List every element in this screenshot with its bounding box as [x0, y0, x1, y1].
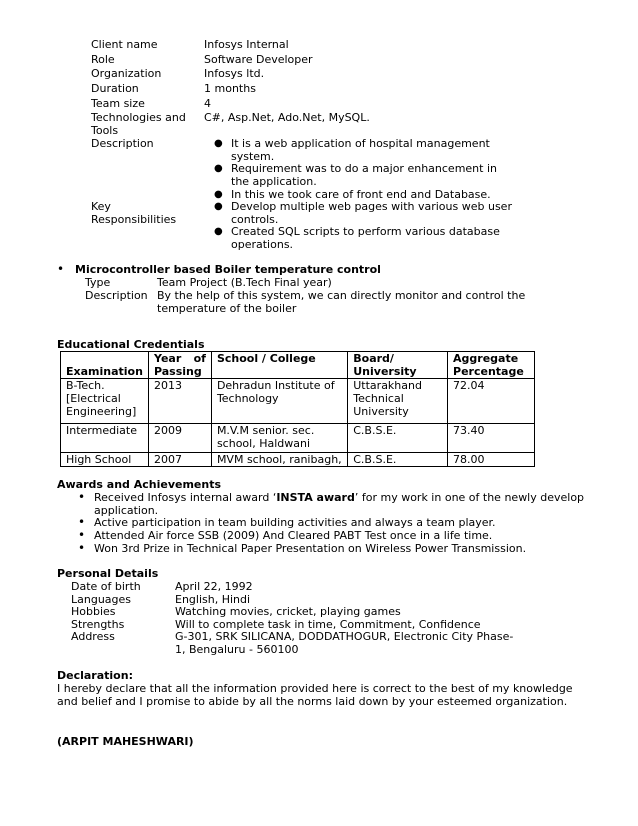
- declaration-line: and belief and I promise to abide by all the norms laid down by your esteemed organization.: [57, 695, 568, 708]
- responsibility-line: controls.: [231, 213, 279, 226]
- field-value: 4: [204, 97, 211, 110]
- key-label: Key: [91, 200, 111, 213]
- field-label: Client name: [91, 38, 158, 51]
- field-label: Description: [85, 289, 148, 302]
- bullet-icon: ●: [214, 138, 223, 149]
- field-value: Software Developer: [204, 53, 313, 66]
- column-header: School / College: [211, 352, 347, 379]
- table-row: [61, 379, 535, 424]
- field-value: English, Hindi: [175, 593, 251, 606]
- field-label: Role: [91, 53, 115, 66]
- education-heading: Educational Credentials: [57, 338, 205, 351]
- table-cell: Intermediate: [61, 424, 149, 453]
- field-label: Type: [85, 276, 111, 289]
- table-row: [61, 453, 535, 467]
- awards-heading: Awards and Achievements: [57, 478, 222, 491]
- field-label: Date of birth: [71, 580, 141, 593]
- field-value: Infosys Internal: [204, 38, 289, 51]
- table-cell: Uttarakhand Technical University: [348, 379, 448, 424]
- responsibility-line: Created SQL scripts to perform various database: [231, 225, 500, 238]
- field-value: C#, Asp.Net, Ado.Net, MySQL.: [204, 111, 370, 124]
- bullet-icon: ●: [214, 226, 223, 237]
- bullet-icon: ●: [214, 163, 223, 174]
- table-cell: B-Tech. [Electrical Engineering]: [61, 379, 149, 424]
- bullet-icon: ●: [214, 189, 223, 200]
- bullet-icon: •: [78, 528, 86, 542]
- description-line: It is a web application of hospital management: [231, 137, 490, 150]
- description-line: In this we took care of front end and Database.: [231, 188, 491, 201]
- field-value: 1, Bengaluru - 560100: [175, 643, 299, 656]
- table-cell: 2013: [148, 379, 211, 424]
- personal-heading: Personal Details: [57, 567, 159, 580]
- description-line: system.: [231, 150, 275, 163]
- column-header: Year of Passing: [148, 352, 211, 379]
- field-value: 1 months: [204, 82, 256, 95]
- table-row: [61, 424, 535, 453]
- table-cell: High School: [61, 453, 149, 467]
- education-table: [60, 351, 535, 467]
- table-cell: 72.04: [448, 379, 535, 424]
- award-item: Received Infosys internal award ‘INSTA award’ for my work in one of the newly develop: [94, 491, 585, 504]
- award-item: Attended Air force SSB (2009) And Cleared PABT Test once in a life time.: [94, 529, 493, 542]
- table-cell: MVM school, ranibagh,: [211, 453, 347, 467]
- table-header-row: [61, 352, 535, 379]
- field-label: Duration: [91, 82, 139, 95]
- field-label: Team size: [91, 97, 145, 110]
- award-item: application.: [94, 504, 159, 517]
- table-cell: C.B.S.E.: [348, 424, 448, 453]
- award-item: Active participation in team building activities and always a team player.: [94, 516, 496, 529]
- field-value: Team Project (B.Tech Final year): [157, 276, 332, 289]
- description-line: the application.: [231, 175, 317, 188]
- description-line: Requirement was to do a major enhancement in: [231, 162, 497, 175]
- column-header: Examination: [61, 352, 149, 379]
- description-label: Description: [91, 137, 154, 150]
- table-cell: 78.00: [448, 453, 535, 467]
- table-cell: Dehradun Institute of Technology: [211, 379, 347, 424]
- table-cell: C.B.S.E.: [348, 453, 448, 467]
- field-label: Hobbies: [71, 605, 116, 618]
- responsibility-line: operations.: [231, 238, 294, 251]
- field-label: Languages: [71, 593, 132, 606]
- field-value: G-301, SRK SILICANA, DODDATHOGUR, Electronic City Phase-: [175, 630, 514, 643]
- field-value: Watching movies, cricket, playing games: [175, 605, 401, 618]
- bullet-icon: •: [78, 541, 86, 555]
- table-cell: M.V.M senior. sec. school, Haldwani: [211, 424, 347, 453]
- table-cell: 73.40: [448, 424, 535, 453]
- bullet-icon: ●: [214, 201, 223, 212]
- declaration-heading: Declaration:: [57, 669, 133, 682]
- responsibility-line: Develop multiple web pages with various web user: [231, 200, 512, 213]
- field-label: Organization: [91, 67, 162, 80]
- key-label: Responsibilities: [91, 213, 177, 226]
- field-label: Tools: [91, 124, 119, 137]
- column-header: Aggregate Percentage: [448, 352, 535, 379]
- field-value: Will to complete task in time, Commitment, Confidence: [175, 618, 481, 631]
- bullet-icon: •: [78, 490, 86, 504]
- field-label: Strengths: [71, 618, 125, 631]
- field-label: Technologies and: [91, 111, 186, 124]
- award-item: Won 3rd Prize in Technical Paper Presentation on Wireless Power Transmission.: [94, 542, 527, 555]
- project-title: Microcontroller based Boiler temperature control: [75, 263, 381, 276]
- bullet-icon: •: [57, 262, 65, 276]
- field-value: By the help of this system, we can directly monitor and control the: [157, 289, 526, 302]
- bullet-icon: •: [78, 515, 86, 529]
- field-value: temperature of the boiler: [157, 302, 297, 315]
- table-cell: 2009: [148, 424, 211, 453]
- field-value: April 22, 1992: [175, 580, 253, 593]
- signature-name: (ARPIT MAHESHWARI): [57, 735, 194, 748]
- declaration-line: I hereby declare that all the information provided here is correct to the best of my knowledge: [57, 682, 573, 695]
- table-cell: 2007: [148, 453, 211, 467]
- field-value: Infosys ltd.: [204, 67, 265, 80]
- column-header: Board/ University: [348, 352, 448, 379]
- field-label: Address: [71, 630, 115, 643]
